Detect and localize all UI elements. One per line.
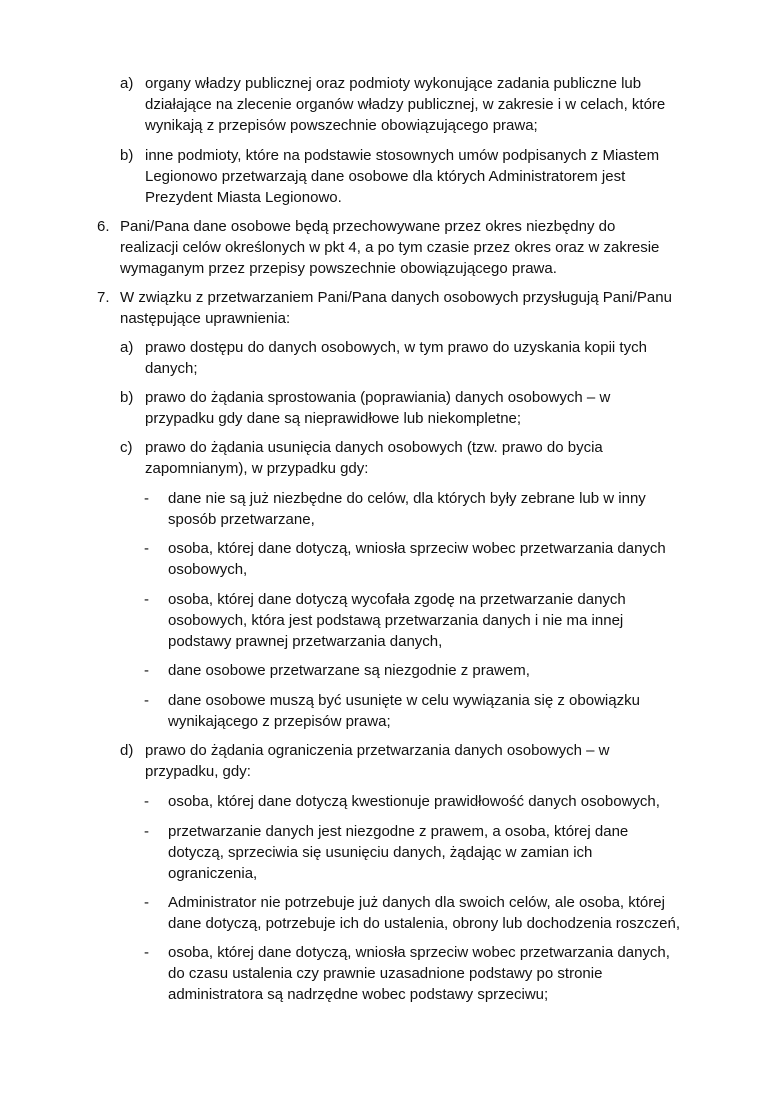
text-line: przypadku gdy dane są nieprawidłowe lub niekompletne; [145,410,522,427]
text-line: wynikającego z przepisów prawa; [168,713,391,730]
text-line: dotyczą, sprzeciwia się usunięciu danych, żądając w zamian ich [168,844,593,861]
bullet-item [144,538,740,580]
list-item [120,437,740,479]
text-line: działające na zlecenie organów władzy publicznej, w zakresie i w celach, które [145,96,666,113]
text-line: przypadku, gdy: [145,763,251,780]
list-item [120,740,740,782]
list-marker: - [144,662,149,679]
text-line: administratora są nadrzędne wobec podstawy sprzeciwu; [168,986,549,1003]
bullet-item [144,821,740,884]
bullet-item [144,660,740,681]
text-line: inne podmioty, które na podstawie stosownych umów podpisanych z Miastem [145,147,660,164]
text-line: podstawy prawnej przetwarzania danych, [168,633,443,650]
list-item [120,337,740,379]
text-line: prawo do żądania ograniczenia przetwarzania danych osobowych – w [145,742,610,759]
text-line: dane osobowe przetwarzane są niezgodnie z prawem, [168,662,530,679]
list-marker: - [144,540,149,557]
text-line: sposób przetwarzane, [168,511,315,528]
text-line: wymaganym przez przepisy powszechnie obowiązującego prawa. [120,260,557,277]
list-marker: - [144,692,149,709]
text-line: prawo do żądania sprostowania (poprawiania) danych osobowych – w [145,389,611,406]
text-line: ograniczenia, [168,865,258,882]
text-line: prawo dostępu do danych osobowych, w tym prawo do uzyskania kopii tych [145,339,647,356]
list-item [120,73,740,136]
text-line: organy władzy publicznej oraz podmioty wykonujące zadania publiczne lub [145,75,642,92]
text-line: osoba, której dane dotyczą wycofała zgodę na przetwarzanie danych [168,591,626,608]
list-marker: - [144,823,149,840]
bullet-item [144,589,740,652]
list-item [97,216,740,279]
list-item [97,287,740,329]
list-marker: 6. [97,218,110,235]
text-line: danych; [145,360,198,377]
text-line: osoba, której dane dotyczą, wniosła sprzeciw wobec przetwarzania danych, [168,944,670,961]
list-marker: a) [120,75,134,92]
bullet-item [144,892,740,934]
text-line: następujące uprawnienia: [120,310,291,327]
list-marker: b) [120,147,134,164]
text-line: osoba, której dane dotyczą, wniosła sprzeciw wobec przetwarzania danych [168,540,666,557]
text-line: osoba, której dane dotyczą kwestionuje prawidłowość danych osobowych, [168,793,660,810]
list-marker: - [144,944,149,961]
text-line: do czasu ustalenia czy prawnie uzasadnione podstawy po stronie [168,965,603,982]
list-marker: - [144,793,149,810]
list-marker: b) [120,389,134,406]
text-line: dane nie są już niezbędne do celów, dla których były zebrane lub w inny [168,490,646,507]
text-line: Administrator nie potrzebuje już danych dla swoich celów, ale osoba, której [168,894,665,911]
text-line: osobowych, która jest podstawą przetwarzania danych i nie ma innej [168,612,624,629]
bullet-item [144,791,740,812]
list-marker: - [144,490,149,507]
list-marker: - [144,591,149,608]
text-line: zapomnianym), w przypadku gdy: [145,460,369,477]
list-marker: d) [120,742,134,759]
list-marker: c) [120,439,133,456]
text-line: prawo do żądania usunięcia danych osobowych (tzw. prawo do bycia [145,439,603,456]
list-marker: 7. [97,289,110,306]
list-item [120,387,740,429]
text-line: Prezydent Miasta Legionowo. [145,189,342,206]
text-line: dane dotyczą, potrzebuje ich do ustalenia, obrony lub dochodzenia roszczeń, [168,915,680,932]
list-marker: - [144,894,149,911]
bullet-item [144,488,740,530]
bullet-item [144,942,740,1005]
text-line: Pani/Pana dane osobowe będą przechowywane przez okres niezbędny do [120,218,616,235]
list-marker: a) [120,339,134,356]
text-line: W związku z przetwarzaniem Pani/Pana danych osobowych przysługują Pani/Panu [120,289,672,306]
text-line: realizacji celów określonych w pkt 4, a po tym czasie przez okres oraz w zakresie [120,239,660,256]
text-line: przetwarzanie danych jest niezgodne z prawem, a osoba, której dane [168,823,629,840]
text-line: osobowych, [168,561,248,578]
text-line: wynikają z przepisów powszechnie obowiązującego prawa; [145,117,538,134]
list-item [120,145,740,208]
text-line: Legionowo przetwarzają dane osobowe dla których Administratorem jest [145,168,626,185]
text-line: dane osobowe muszą być usunięte w celu wywiązania się z obowiązku [168,692,640,709]
bullet-item [144,690,740,732]
